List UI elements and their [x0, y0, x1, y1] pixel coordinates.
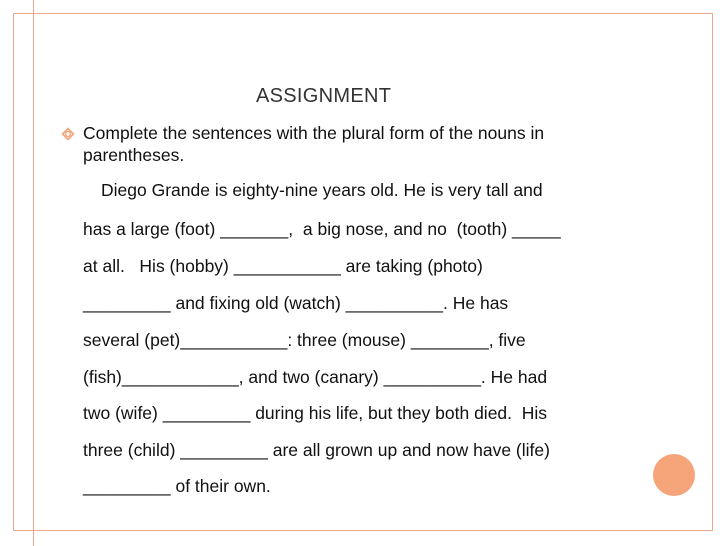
- paragraph-line: (fish)____________, and two (canary) __________. He had: [83, 367, 548, 387]
- paragraph-line: at all. His (hobby) ___________ are taking (photo): [83, 256, 483, 276]
- paragraph-line: three (child) _________ are all grown up and now have (life): [83, 440, 550, 460]
- bullet-icon: [61, 127, 75, 141]
- paragraph-line: Diego Grande is eighty-nine years old. He is very tall and: [101, 180, 543, 200]
- paragraph-line: two (wife) _________ during his life, but they both died. His: [83, 403, 548, 423]
- paragraph-line: has a large (foot) _______, a big nose, and no (tooth) _____: [83, 219, 561, 239]
- instruction-text: Complete the sentences with the plural form of the nouns in parentheses.: [83, 123, 545, 165]
- slide-title: ASSIGNMENT: [256, 85, 392, 107]
- paragraph-line: _________ and fixing old (watch) __________. He has: [83, 293, 509, 313]
- left-border-rule: [33, 0, 34, 546]
- paragraph-line: several (pet)___________: three (mouse) ________, five: [83, 330, 526, 350]
- paragraph-line: _________ of their own.: [83, 476, 271, 496]
- orange-circle-icon: [653, 454, 695, 496]
